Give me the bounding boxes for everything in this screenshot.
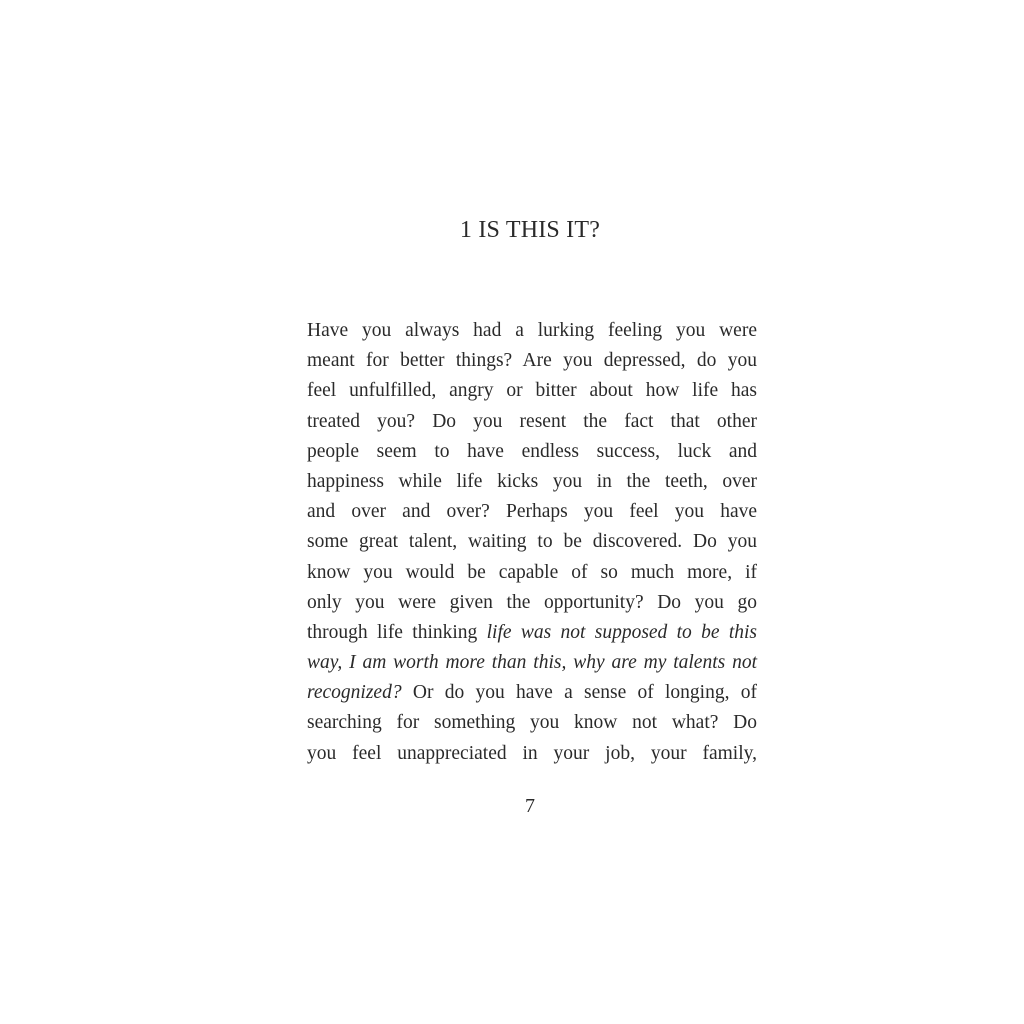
text-line: you feel unappreciated in your job, your family,: [307, 742, 757, 764]
text-line: [307, 678, 757, 708]
text-run: through life thinking: [307, 621, 487, 643]
chapter-title: 1 IS THIS IT?: [459, 217, 601, 243]
text-line: treated you? Do you resent the fact that other: [307, 410, 757, 432]
text-line: and over and over? Perhaps you feel you have: [307, 501, 757, 523]
text-line: know you would be capable of so much more, if: [307, 561, 757, 583]
text-line: only you were given the opportunity? Do you go: [307, 591, 757, 613]
body-paragraph: [307, 316, 757, 769]
text-line: searching for something you know not what? Do: [307, 712, 757, 734]
page-number: 7: [525, 795, 535, 817]
text-line: [307, 648, 757, 678]
text-line: meant for better things? Are you depressed, do you: [307, 350, 757, 372]
text-line: happiness while life kicks you in the teeth, over: [307, 470, 757, 492]
text-line: [307, 618, 757, 648]
text-line: people seem to have endless success, luck and: [307, 440, 757, 462]
text-line: some great talent, waiting to be discovered. Do you: [307, 531, 757, 553]
italic-text-run: life was not supposed to be this: [486, 621, 758, 643]
text-run: Or do you have a sense of longing, of: [401, 682, 757, 704]
italic-text-run: recognized?: [307, 682, 402, 704]
text-line: Have you always had a lurking feeling you were: [307, 320, 757, 341]
text-line: feel unfulfilled, angry or bitter about how life has: [307, 380, 757, 402]
italic-text-run: way, I am worth more than this, why are my talents not: [307, 652, 757, 674]
